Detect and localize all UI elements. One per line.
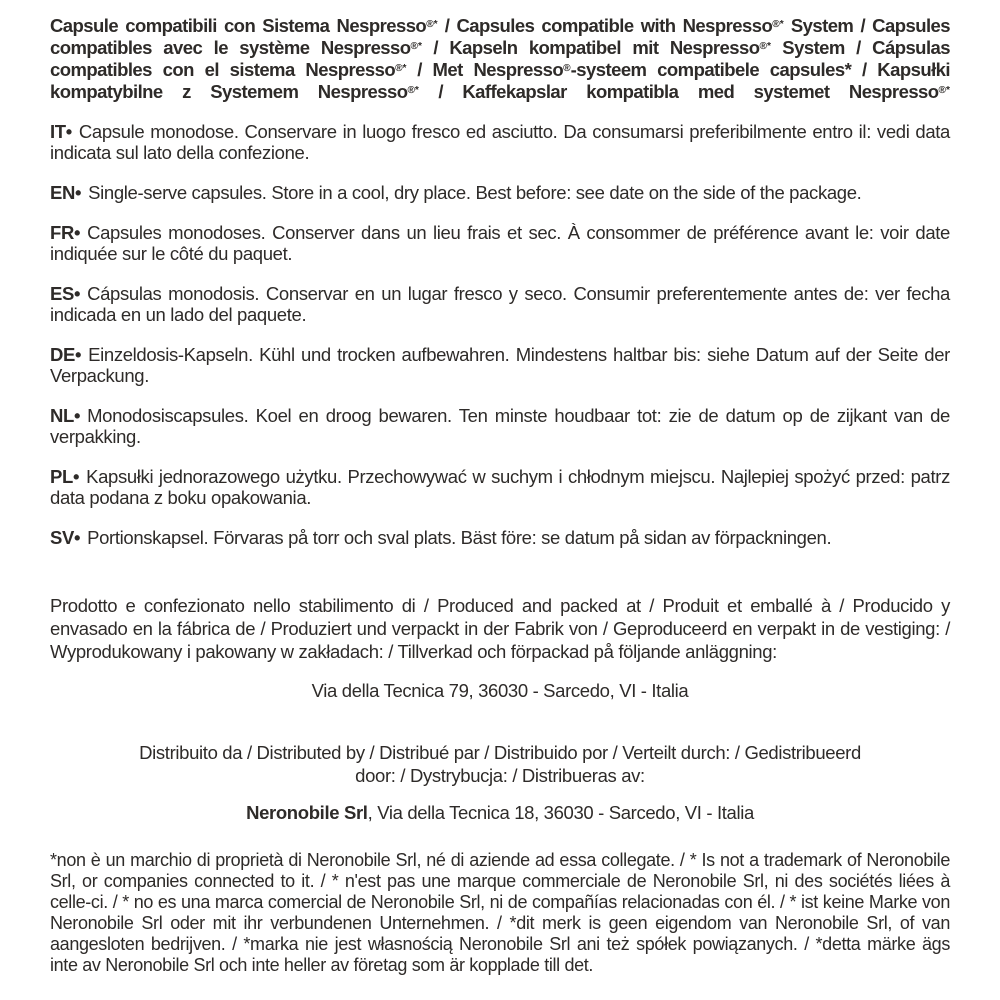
lang-code-sv: SV•: [50, 527, 81, 548]
lang-code-es: ES•: [50, 283, 81, 304]
storage-instructions: [50, 121, 950, 548]
storage-instruction-it-text: Capsule monodose. Conservare in luogo fresco ed asciutto. Da consumarsi preferibilmente entro il: vedi data indicata sul lato della confezione.: [50, 121, 950, 163]
distribution-statement: Distribuito da / Distributed by / Distribué par / Distribuido por / Verteilt durch: / Gedistribueerd door: / Dystrybucja: / Distribueras av:: [139, 742, 861, 786]
storage-instruction-de: [50, 344, 950, 386]
storage-instruction-sv-text: Portionskapsel. Förvaras på torr och sval plats. Bäst före: se datum på sidan av förpackningen.: [87, 527, 832, 548]
production-statement: Prodotto e confezionato nello stabilimento di / Produced and packed at / Produit et emballé à / Producido y envasado en la fábrica de / Produziert und verpackt in der Fabrik von / Geproduceerd en verpakt in de vestiging: / Wyprodukowany i pakowany w zakładach: / Tillverkad och förpackad på följande anläggning:: [50, 595, 950, 662]
production-address: Via della Tecnica 79, 36030 - Sarcedo, VI - Italia: [311, 680, 689, 701]
storage-instruction-pl: [50, 466, 950, 508]
storage-instruction-es: [50, 283, 950, 325]
lang-code-nl: NL•: [50, 405, 81, 426]
storage-instruction-nl-text: Monodosiscapsules. Koel en droog bewaren. Ten minste houdbaar tot: zie de datum op de zijkant van de verpakking.: [50, 405, 950, 447]
storage-instruction-it: [50, 121, 950, 163]
storage-instruction-pl-text: Kapsułki jednorazowego użytku. Przechowywać w suchym i chłodnym miejscu. Najlepiej spożyć przed: patrz data podana z boku opakowania.: [50, 466, 950, 508]
storage-instruction-es-text: Cápsulas monodosis. Conservar en un lugar fresco y seco. Consumir preferentemente antes de: ver fecha indicada en un lado del paquete.: [50, 283, 950, 325]
storage-instruction-en: [50, 182, 950, 203]
lang-code-pl: PL•: [50, 466, 80, 487]
distributor-address-text: , Via della Tecnica 18, 36030 - Sarcedo, VI - Italia: [367, 802, 754, 823]
lang-code-it: IT•: [50, 121, 72, 142]
storage-instruction-fr-text: Capsules monodoses. Conserver dans un lieu frais et sec. À consommer de préférence avant le: voir date indiquée sur le côté du paquet.: [50, 222, 950, 264]
trademark-disclaimer: *non è un marchio di proprietà di Neronobile Srl, né di aziende ad essa collegate. / * Is not a trademark of Neronobile Srl, or companies connected to it. / * n'est pas une marque commerciale de Neronobile Srl, ni des sociétés liées à celle-ci. / * no es una marca comercial de Neronobile Srl, ni de compañías relacionadas con él. / * ist keine Marke von Neronobile Srl oder mit ihr verbundenen Unternehmen. / *dit merk is geen eigendom van Neronobile Srl, of van aangesloten bedrijven. / *marka nie jest własnością Neronobile Srl ani też spółek powiązanych. / *detta märke ägs inte av Neronobile Srl och inte heller av företag som är kopplade till det.: [50, 850, 950, 975]
lang-code-en: EN•: [50, 182, 82, 203]
compatibility-statement: Capsule compatibili con Sistema Nespresso®* / Capsules compatible with Nespresso®* System / Capsules compatibles avec le système Nespresso®* / Kapseln kompatibel mit Nespresso®* System / Cápsulas compatibles con el sistema Nespresso®* / Met Nespresso®-systeem compatibele capsules* / Kapsułki kompatybilne z Systemem Nespresso®* / Kaffekapslar kompatibla med systemet Nespresso®*: [50, 15, 951, 102]
lang-code-de: DE•: [50, 344, 82, 365]
storage-instruction-de-text: Einzeldosis-Kapseln. Kühl und trocken aufbewahren. Mindestens haltbar bis: siehe Datum auf der Seite der Verpackung.: [50, 344, 950, 386]
distributor-company-name: Neronobile Srl: [246, 802, 368, 823]
storage-instruction-fr: [50, 222, 950, 264]
storage-instruction-sv: [50, 527, 950, 548]
storage-instruction-en-text: Single-serve capsules. Store in a cool, dry place. Best before: see date on the side of the package.: [88, 182, 862, 203]
storage-instruction-nl: [50, 405, 950, 447]
distribution-address: [50, 802, 950, 823]
lang-code-fr: FR•: [50, 222, 81, 243]
